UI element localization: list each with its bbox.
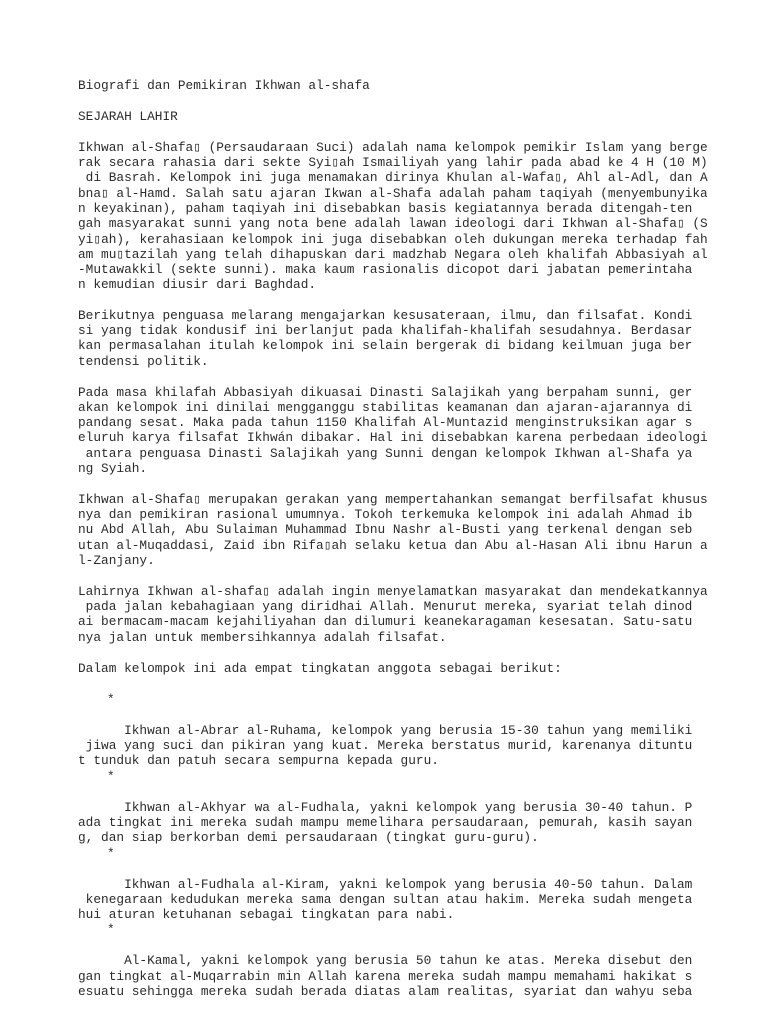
paragraph-line: yi▯ah), kerahasiaan kelompok ini juga disebabkan oleh dukungan mereka terhadap fah: [78, 232, 708, 247]
paragraph-line: tendensi politik.: [78, 354, 209, 369]
paragraph-line: Lahirnya Ikhwan al-shafa▯ adalah ingin menyelamatkan masyarakat dan mendekatkannya: [78, 584, 708, 599]
list-item-line: esuatu sehingga mereka sudah berada diatas alam realitas, syariat dan wahyu seba: [78, 984, 693, 999]
paragraph-line: n kemudian diusir dari Baghdad.: [78, 277, 317, 292]
paragraph-line: si yang tidak kondusif ini berlanjut pada khalifah-khalifah sesudahnya. Berdasar: [78, 323, 693, 338]
paragraph-line: nya dan pemikiran rasional umumnya. Tokoh terkemuka kelompok ini adalah Ahmad ib: [78, 507, 693, 522]
list-item-line: Ikhwan al-Abrar al-Ruhama, kelompok yang berusia 15-30 tahun yang memiliki: [78, 723, 693, 738]
list-item-line: hui aturan ketuhanan sebagai tingkatan para nabi.: [78, 907, 455, 922]
paragraph-line: eluruh karya filsafat Ikhwán dibakar. Hal ini disebabkan karena perbedaan ideologi: [78, 430, 708, 445]
paragraph-line: pada jalan kebahagiaan yang diridhai Allah. Menurut mereka, syariat telah dinod: [78, 599, 693, 614]
list-item-line: jiwa yang suci dan pikiran yang kuat. Mereka berstatus murid, karenanya dituntu: [78, 738, 693, 753]
list-item-line: gan tingkat al-Muqarrabin min Allah karena mereka sudah mampu memahami hakikat s: [78, 969, 693, 984]
paragraph-line: utan al-Muqaddasi, Zaid ibn Rifa▯ah selaku ketua dan Abu al-Hasan Ali ibnu Harun a: [78, 538, 708, 553]
paragraph-line: pandang sesat. Maka pada tahun 1150 Khalifah Al-Muntazid menginstruksikan agar s: [78, 415, 693, 430]
paragraph-line: akan kelompok ini dinilai mengganggu stabilitas keamanan dan ajaran-ajarannya di: [78, 400, 693, 415]
paragraph-line: n keyakinan), paham taqiyah ini disebabkan basis kegiatannya berada ditengah-ten: [78, 201, 693, 216]
bullet-marker: *: [107, 846, 115, 861]
paragraph-line: Pada masa khilafah Abbasiyah dikuasai Dinasti Salajikah yang berpaham sunni, ger: [78, 385, 693, 400]
list-item-line: ada tingkat ini mereka sudah mampu memelihara persaudaraan, pemurah, kasih sayan: [78, 815, 693, 830]
paragraph-line: rak secara rahasia dari sekte Syi▯ah Ismailiyah yang lahir pada abad ke 4 H (10 M): [78, 155, 708, 170]
paragraph-line: antara penguasa Dinasti Salajikah yang Sunni dengan kelompok Ikhwan al-Shafa ya: [78, 446, 693, 461]
paragraph-line: l-Zanjany.: [78, 553, 155, 568]
list-item-line: Ikhwan al-Akhyar wa al-Fudhala, yakni kelompok yang berusia 30-40 tahun. P: [78, 800, 693, 815]
paragraph-line: gah masyarakat sunni yang nota bene adalah lawan ideologi dari Ikhwan al-Shafa▯ (S: [78, 216, 708, 231]
paragraph-line: Ikhwan al-Shafa▯ (Persaudaraan Suci) adalah nama kelompok pemikir Islam yang berge: [78, 140, 708, 155]
list-item-line: Al-Kamal, yakni kelompok yang berusia 50 tahun ke atas. Mereka disebut den: [78, 953, 693, 968]
paragraph-line: -Mutawakkil (sekte sunni). maka kaum rasionalis dicopot dari jabatan pemerintaha: [78, 262, 693, 277]
paragraph-line: bna▯ al-Hamd. Salah satu ajaran Ikwan al-Shafa adalah paham taqiyah (menyembunyika: [78, 186, 708, 201]
list-item-line: g, dan siap berkorban demi persaudaraan (tingkat guru-guru).: [78, 830, 539, 845]
bullet-marker: *: [107, 769, 115, 784]
paragraph-line: ai bermacam-macam kejahiliyahan dan dilumuri keanekaragaman kesesatan. Satu-satu: [78, 614, 693, 629]
paragraph-line: Dalam kelompok ini ada empat tingkatan anggota sebagai berikut:: [78, 661, 562, 676]
paragraph-line: di Basrah. Kelompok ini juga menamakan dirinya Khulan al-Wafa▯, Ahl al-Adl, dan A: [78, 170, 708, 185]
section-heading: SEJARAH LAHIR: [78, 109, 178, 124]
bullet-marker: *: [107, 922, 115, 937]
list-item-line: Ikhwan al-Fudhala al-Kiram, yakni kelompok yang berusia 40-50 tahun. Dalam: [78, 877, 693, 892]
document-title: Biografi dan Pemikiran Ikhwan al-shafa: [78, 78, 370, 93]
list-item-line: kenegaraan kedudukan mereka sama dengan sultan atau hakim. Mereka sudah mengeta: [78, 892, 693, 907]
paragraph-line: Ikhwan al-Shafa▯ merupakan gerakan yang mempertahankan semangat berfilsafat khusus: [78, 492, 708, 507]
paragraph-line: Berikutnya penguasa melarang mengajarkan kesusateraan, ilmu, dan filsafat. Kondi: [78, 308, 693, 323]
paragraph-line: kan permasalahan itulah kelompok ini selain bergerak di bidang keilmuan juga ber: [78, 338, 693, 353]
paragraph-line: nu Abd Allah, Abu Sulaiman Muhammad Ibnu Nashr al-Busti yang terkenal dengan seb: [78, 522, 693, 537]
paragraph-line: am mu▯tazilah yang telah dihapuskan dari madzhab Negara oleh khalifah Abbasiyah al: [78, 247, 708, 262]
list-item-line: t tunduk dan patuh secara sempurna kepada guru.: [78, 753, 439, 768]
paragraph-line: ng Syiah.: [78, 461, 148, 476]
paragraph-line: nya jalan untuk membersihkannya adalah filsafat.: [78, 630, 447, 645]
bullet-marker: *: [107, 692, 115, 707]
